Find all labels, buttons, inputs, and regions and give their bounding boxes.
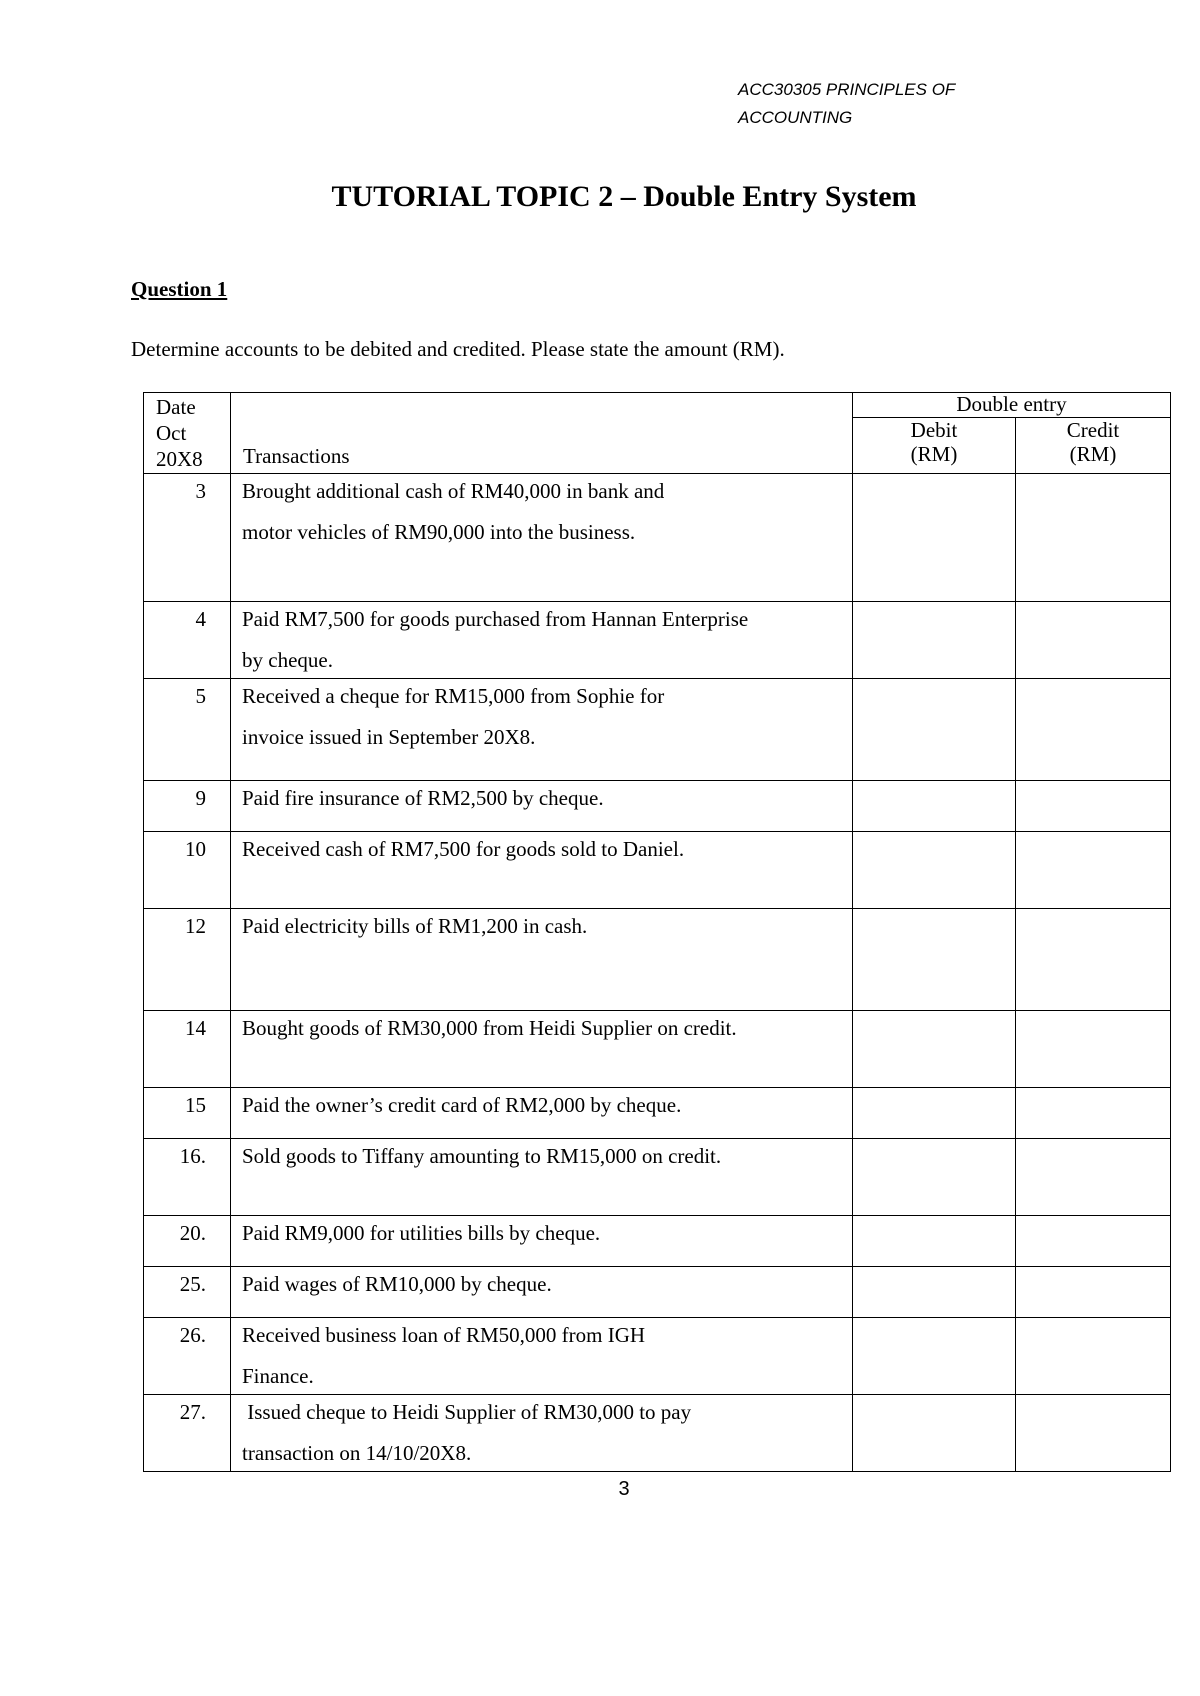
- row-date: 20.: [144, 1216, 231, 1267]
- transaction-line: transaction on 14/10/20X8.: [242, 1441, 472, 1465]
- row-date: 4: [144, 602, 231, 679]
- course-name-line: ACCOUNTING: [738, 108, 853, 127]
- row-transaction: [231, 1139, 853, 1216]
- table-row: [144, 909, 1171, 1011]
- row-date: 26.: [144, 1318, 231, 1395]
- course-header: [738, 76, 1068, 132]
- debit-cell[interactable]: [853, 679, 1016, 781]
- debit-cell[interactable]: [853, 1395, 1016, 1472]
- row-date: 25.: [144, 1267, 231, 1318]
- transaction-line: invoice issued in September 20X8.: [242, 725, 536, 749]
- debit-column-header: [853, 418, 1016, 474]
- transaction-line: Brought additional cash of RM40,000 in bank and: [242, 479, 665, 503]
- credit-header-unit: (RM): [1069, 442, 1117, 466]
- row-transaction: [231, 909, 853, 1011]
- table-row: [144, 1318, 1171, 1395]
- credit-cell[interactable]: [1016, 1267, 1171, 1318]
- transaction-line: Received business loan of RM50,000 from IGH: [242, 1323, 646, 1347]
- row-transaction: [231, 1318, 853, 1395]
- question-heading: Question 1: [131, 277, 228, 301]
- row-transaction: [231, 679, 853, 781]
- row-date: 9: [144, 781, 231, 832]
- transaction-line: Paid the owner’s credit card of RM2,000 by cheque.: [242, 1093, 682, 1117]
- row-date: 27.: [144, 1395, 231, 1472]
- debit-cell[interactable]: [853, 1088, 1016, 1139]
- row-transaction: [231, 602, 853, 679]
- transaction-line: by cheque.: [242, 648, 333, 672]
- double-entry-header: Double entry: [853, 393, 1171, 418]
- table-row: [144, 1216, 1171, 1267]
- transaction-line: Paid wages of RM10,000 by cheque.: [242, 1272, 552, 1296]
- double-entry-table: [143, 392, 1171, 1472]
- transaction-line: Paid fire insurance of RM2,500 by cheque.: [242, 786, 604, 810]
- credit-cell[interactable]: [1016, 679, 1171, 781]
- question-instruction: Determine accounts to be debited and credited. Please state the amount (RM).: [131, 337, 785, 361]
- credit-cell[interactable]: [1016, 1395, 1171, 1472]
- credit-cell[interactable]: [1016, 1011, 1171, 1088]
- transaction-line: Received a cheque for RM15,000 from Sophie for: [242, 684, 665, 708]
- table-row: [144, 602, 1171, 679]
- page-title: TUTORIAL TOPIC 2 – Double Entry System: [331, 180, 917, 213]
- debit-cell[interactable]: [853, 1216, 1016, 1267]
- transaction-line: Paid electricity bills of RM1,200 in cash.: [242, 914, 588, 938]
- date-header-label: Date: [156, 395, 196, 419]
- date-header-month: Oct: [156, 421, 187, 445]
- row-date: 15: [144, 1088, 231, 1139]
- table-row: [144, 832, 1171, 909]
- table-row: [144, 1395, 1171, 1472]
- table-row: [144, 1267, 1171, 1318]
- debit-cell[interactable]: [853, 1011, 1016, 1088]
- debit-header-label: Debit: [910, 418, 958, 442]
- debit-header-unit: (RM): [910, 442, 958, 466]
- debit-cell[interactable]: [853, 1267, 1016, 1318]
- debit-cell[interactable]: [853, 832, 1016, 909]
- transaction-line: Bought goods of RM30,000 from Heidi Supplier on credit.: [242, 1016, 737, 1040]
- date-column-header: [144, 393, 231, 474]
- table-row: [144, 474, 1171, 602]
- table-row: [144, 1011, 1171, 1088]
- table-row: [144, 679, 1171, 781]
- row-date: 5: [144, 679, 231, 781]
- debit-cell[interactable]: [853, 602, 1016, 679]
- credit-cell[interactable]: [1016, 1139, 1171, 1216]
- credit-cell[interactable]: [1016, 1216, 1171, 1267]
- credit-cell[interactable]: [1016, 832, 1171, 909]
- course-code-line: ACC30305 PRINCIPLES OF: [738, 80, 956, 99]
- row-transaction: [231, 781, 853, 832]
- row-transaction: [231, 1216, 853, 1267]
- table-row: [144, 1088, 1171, 1139]
- transaction-line: motor vehicles of RM90,000 into the business.: [242, 520, 636, 544]
- row-transaction: [231, 1088, 853, 1139]
- credit-cell[interactable]: [1016, 781, 1171, 832]
- row-date: 12: [144, 909, 231, 1011]
- credit-cell[interactable]: [1016, 1318, 1171, 1395]
- credit-cell[interactable]: [1016, 1088, 1171, 1139]
- transaction-line: Finance.: [242, 1364, 314, 1388]
- debit-cell[interactable]: [853, 781, 1016, 832]
- debit-cell[interactable]: [853, 909, 1016, 1011]
- date-header-year: 20X8: [156, 447, 203, 471]
- transaction-line: Paid RM7,500 for goods purchased from Hannan Enterprise: [242, 607, 749, 631]
- table-row: [144, 1139, 1171, 1216]
- row-date: 14: [144, 1011, 231, 1088]
- credit-cell[interactable]: [1016, 474, 1171, 602]
- row-transaction: [231, 1395, 853, 1472]
- debit-cell[interactable]: [853, 1139, 1016, 1216]
- row-date: 10: [144, 832, 231, 909]
- page-number: 3: [618, 1478, 630, 1500]
- row-date: 3: [144, 474, 231, 602]
- transaction-line: Sold goods to Tiffany amounting to RM15,000 on credit.: [242, 1144, 722, 1168]
- transaction-line: Received cash of RM7,500 for goods sold to Daniel.: [242, 837, 685, 861]
- transaction-line: Paid RM9,000 for utilities bills by cheque.: [242, 1221, 601, 1245]
- row-transaction: [231, 1011, 853, 1088]
- credit-column-header: [1016, 418, 1171, 474]
- transaction-line: Issued cheque to Heidi Supplier of RM30,000 to pay: [242, 1400, 692, 1424]
- debit-cell[interactable]: [853, 474, 1016, 602]
- credit-cell[interactable]: [1016, 602, 1171, 679]
- row-transaction: [231, 832, 853, 909]
- table-row: [144, 781, 1171, 832]
- row-transaction: [231, 1267, 853, 1318]
- transactions-column-header: Transactions: [231, 393, 853, 474]
- credit-cell[interactable]: [1016, 909, 1171, 1011]
- row-date: 16.: [144, 1139, 231, 1216]
- credit-header-label: Credit: [1066, 418, 1120, 442]
- debit-cell[interactable]: [853, 1318, 1016, 1395]
- row-transaction: [231, 474, 853, 602]
